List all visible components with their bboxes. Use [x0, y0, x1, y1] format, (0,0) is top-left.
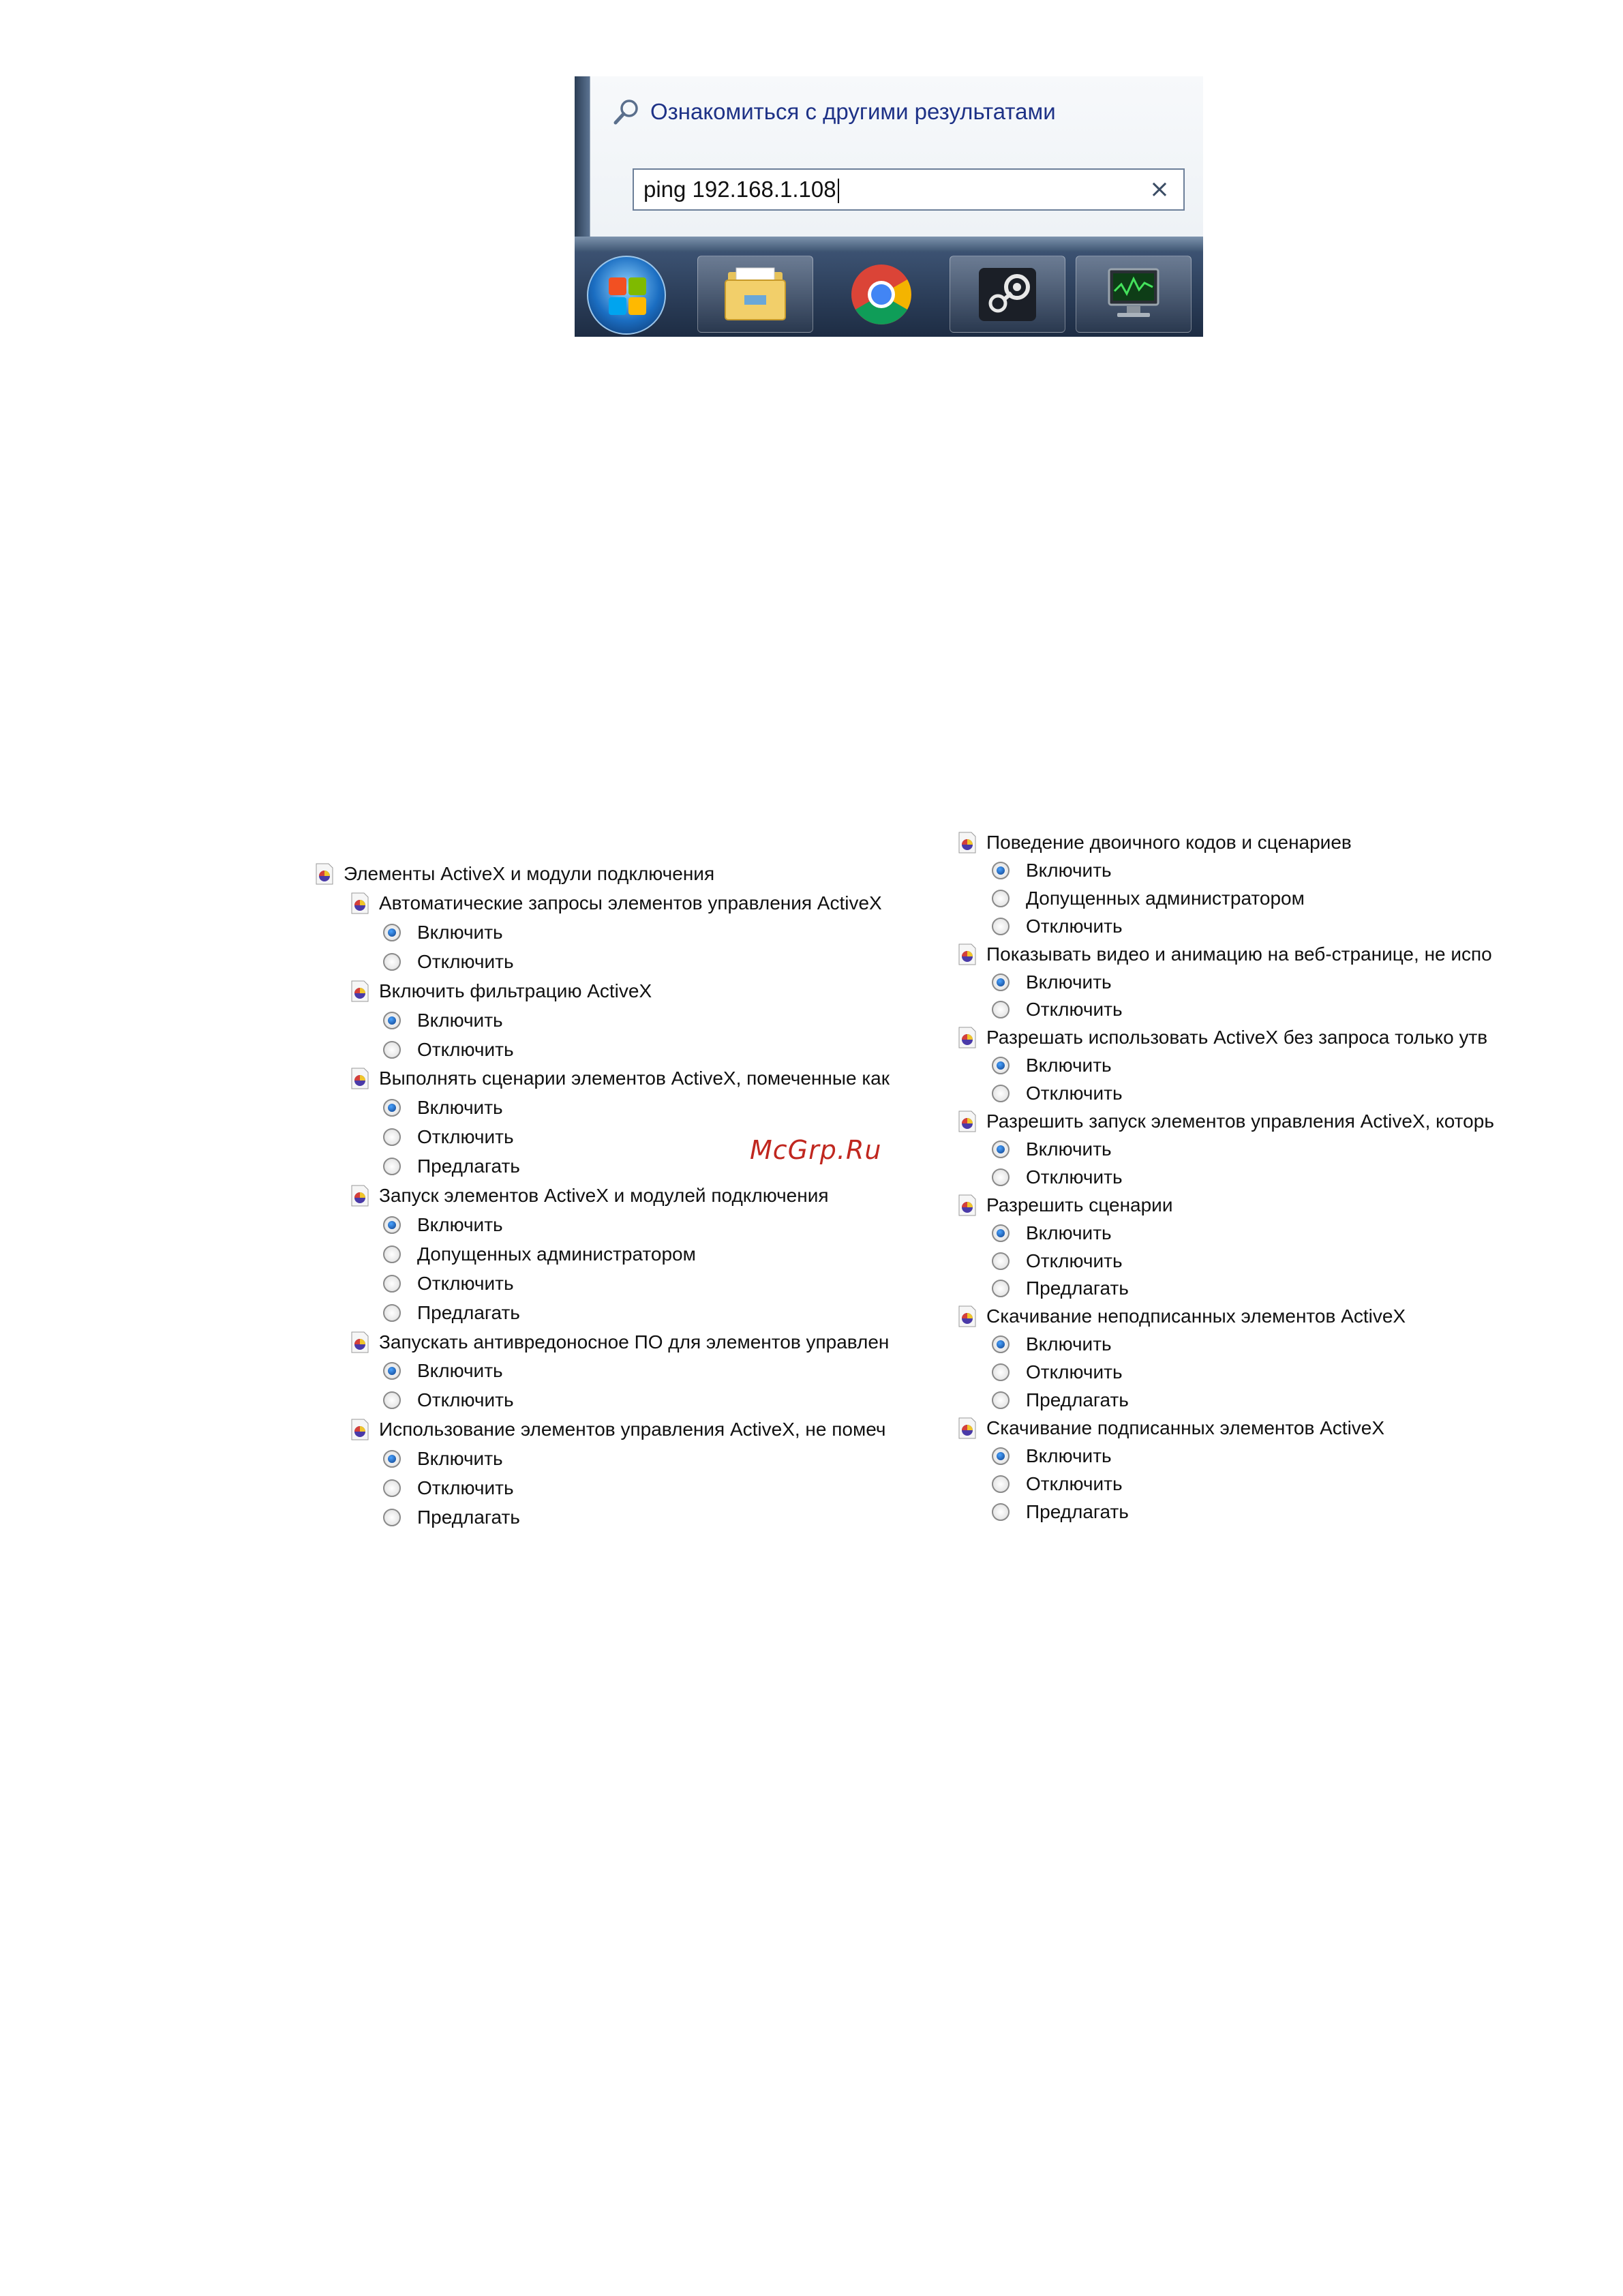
radio-option-label: Включить: [1026, 1445, 1112, 1466]
radio-button[interactable]: [383, 1479, 401, 1497]
setting-title-label: Запуск элементов ActiveX и модулей подключения: [379, 1185, 829, 1206]
radio-option[interactable]: [992, 969, 1112, 996]
shield-doc-icon: [315, 862, 334, 886]
setting-group-title: [958, 1108, 1506, 1135]
radio-button[interactable]: [992, 890, 1010, 907]
radio-option[interactable]: [383, 1036, 514, 1063]
radio-button[interactable]: [992, 1057, 1010, 1074]
radio-button[interactable]: [383, 1509, 401, 1526]
radio-option-label: Включить: [417, 921, 503, 943]
radio-option[interactable]: [383, 1270, 514, 1297]
radio-button[interactable]: [992, 1280, 1010, 1297]
radio-option-label: Отключить: [417, 1272, 514, 1294]
start-menu-frame: [575, 76, 590, 247]
watermark: McGrp.Ru: [750, 1135, 882, 1165]
setting-group-title: [958, 1024, 1506, 1051]
radio-option[interactable]: [383, 1241, 696, 1268]
network-monitor-icon: [1099, 264, 1168, 325]
setting-title-label: Включить фильтрацию ActiveX: [379, 980, 652, 1001]
start-menu-bottom-edge: [575, 237, 1203, 252]
radio-option-label: Допущенных администратором: [417, 1243, 696, 1265]
setting-group-title: [958, 1303, 1506, 1330]
setting-group-title: [350, 1065, 923, 1092]
taskbar-steam-button[interactable]: [950, 256, 1065, 333]
radio-button[interactable]: [383, 1012, 401, 1029]
radio-button[interactable]: [383, 953, 401, 971]
radio-option[interactable]: [992, 1052, 1112, 1079]
radio-button[interactable]: [992, 1475, 1010, 1493]
radio-option[interactable]: [383, 1299, 520, 1327]
radio-option-label: Включить: [1026, 1222, 1112, 1243]
shield-doc-icon: [958, 1110, 977, 1133]
radio-option-label: Предлагать: [1026, 1500, 1129, 1522]
radio-option-label: Отключить: [417, 1126, 514, 1148]
radio-option[interactable]: [383, 1211, 503, 1239]
shield-doc-icon: [958, 1194, 977, 1217]
radio-option-label: Предлагать: [417, 1506, 520, 1528]
setting-title-label: Показывать видео и анимацию на веб-странице, не испо: [986, 943, 1492, 965]
radio-option-label: Предлагать: [417, 1155, 520, 1177]
start-menu-screenshot: [575, 76, 1203, 337]
radio-button[interactable]: [992, 1363, 1010, 1381]
radio-option-label: Включить: [417, 1097, 503, 1119]
setting-group-title: [350, 1182, 923, 1209]
radio-button[interactable]: [383, 1099, 401, 1117]
start-search-input[interactable]: [633, 168, 1185, 211]
start-menu-panel: [590, 76, 1203, 237]
taskbar-explorer-button[interactable]: [697, 256, 813, 333]
setting-title-label: Разрешить запуск элементов управления ActiveX, которь: [986, 1111, 1494, 1132]
setting-group-title: [350, 978, 923, 1005]
radio-option-label: Отключить: [1026, 1361, 1123, 1383]
setting-title-label: Скачивание подписанных элементов ActiveX: [986, 1417, 1385, 1438]
setting-group-title: [958, 1192, 1506, 1219]
radio-option-label: Отключить: [1026, 1166, 1123, 1188]
radio-button[interactable]: [992, 1447, 1010, 1465]
search-icon: [612, 97, 641, 126]
radio-option-label: Отключить: [1026, 1472, 1123, 1494]
radio-option[interactable]: [383, 1094, 503, 1121]
shield-doc-icon: [350, 1418, 369, 1441]
radio-option-label: Включить: [417, 1448, 503, 1470]
windows-start-orb-icon[interactable]: [587, 256, 666, 335]
radio-button[interactable]: [992, 1001, 1010, 1018]
radio-option[interactable]: [992, 1359, 1123, 1386]
radio-option[interactable]: [992, 1498, 1129, 1526]
radio-option[interactable]: [992, 1442, 1112, 1470]
radio-button[interactable]: [383, 1450, 401, 1468]
radio-option[interactable]: [992, 1248, 1123, 1275]
setting-group-title: [958, 941, 1506, 968]
radio-option[interactable]: [383, 1153, 520, 1180]
radio-option-label: Отключить: [417, 950, 514, 972]
radio-button[interactable]: [992, 1503, 1010, 1521]
taskbar-network-button[interactable]: [1076, 256, 1192, 333]
setting-title-label: Запускать антивредоносное ПО для элементов управлен: [379, 1331, 890, 1353]
radio-option[interactable]: [383, 1445, 503, 1472]
setting-title-label: Поведение двоичного кодов и сценариев: [986, 832, 1352, 853]
radio-option[interactable]: [992, 1275, 1129, 1302]
radio-option-label: Отключить: [417, 1038, 514, 1060]
radio-option-label: Включить: [417, 1360, 503, 1382]
tree-root: [315, 860, 714, 888]
radio-option-label: Включить: [1026, 1333, 1112, 1355]
radio-option[interactable]: [383, 1123, 514, 1151]
radio-option-label: Отключить: [417, 1389, 514, 1411]
radio-option[interactable]: [992, 1387, 1129, 1414]
shield-doc-icon: [958, 1026, 977, 1049]
radio-option-label: Предлагать: [1026, 1389, 1129, 1410]
radio-option[interactable]: [383, 1387, 514, 1414]
shield-doc-icon: [350, 1184, 369, 1207]
shield-doc-icon: [350, 980, 369, 1003]
radio-option[interactable]: [992, 857, 1112, 884]
setting-group-title: [958, 829, 1506, 856]
radio-button[interactable]: [992, 1224, 1010, 1242]
setting-title-label: Разрешать использовать ActiveX без запроса только утв: [986, 1027, 1488, 1048]
setting-title-label: Использование элементов управления ActiveX, не помеч: [379, 1419, 886, 1440]
radio-option[interactable]: [992, 1331, 1112, 1358]
radio-button[interactable]: [383, 1216, 401, 1234]
tree-root-label: Элементы ActiveX и модули подключения: [344, 863, 715, 884]
radio-option-label: Включить: [1026, 859, 1112, 881]
setting-title-label: Разрешить сценарии: [986, 1194, 1173, 1215]
radio-option-label: Отключить: [1026, 915, 1123, 937]
radio-option[interactable]: [992, 1470, 1123, 1498]
radio-button[interactable]: [383, 1362, 401, 1380]
steam-icon: [973, 264, 1042, 325]
radio-option-label: Включить: [1026, 1138, 1112, 1160]
see-more-results-link[interactable]: [612, 97, 1056, 127]
radio-option[interactable]: [383, 1475, 514, 1502]
shield-doc-icon: [958, 943, 977, 966]
radio-button[interactable]: [992, 862, 1010, 879]
radio-option[interactable]: [383, 919, 503, 946]
setting-title-label: Автоматические запросы элементов управления ActiveX: [379, 892, 882, 913]
clear-search-icon[interactable]: ×: [1149, 175, 1170, 203]
radio-button[interactable]: [992, 973, 1010, 991]
setting-group-title: [350, 1416, 923, 1443]
radio-option[interactable]: [992, 1164, 1123, 1191]
security-settings-left: [315, 860, 923, 1535]
taskbar: [575, 252, 1203, 337]
shield-doc-icon: [350, 1067, 369, 1090]
shield-doc-icon: [350, 1331, 369, 1354]
shield-doc-icon: [350, 892, 369, 915]
shield-doc-icon: [958, 831, 977, 854]
radio-button[interactable]: [992, 1085, 1010, 1102]
setting-title-label: Скачивание неподписанных элементов ActiveX: [986, 1305, 1406, 1327]
radio-button[interactable]: [992, 918, 1010, 935]
radio-option[interactable]: [992, 885, 1305, 912]
shield-doc-icon: [958, 1417, 977, 1440]
radio-button[interactable]: [383, 1275, 401, 1293]
security-settings-right: [958, 829, 1506, 1531]
radio-option-label: Включить: [1026, 1055, 1112, 1076]
radio-button[interactable]: [383, 1128, 401, 1146]
radio-option[interactable]: [992, 1220, 1112, 1247]
radio-option-label: Предлагать: [417, 1301, 520, 1323]
radio-button[interactable]: [383, 1158, 401, 1175]
radio-option-label: Допущенных администратором: [1026, 887, 1305, 909]
folder-icon: [721, 264, 789, 325]
radio-option[interactable]: [992, 1136, 1112, 1163]
radio-option[interactable]: [383, 948, 514, 976]
radio-option-label: Включить: [417, 1009, 503, 1031]
shield-doc-icon: [958, 1305, 977, 1328]
setting-title-label: Выполнять сценарии элементов ActiveX, помеченные как: [379, 1068, 890, 1089]
chrome-icon: [847, 260, 915, 329]
radio-option[interactable]: [992, 996, 1123, 1023]
radio-option[interactable]: [383, 1357, 503, 1385]
radio-option-label: Включить: [1026, 971, 1112, 993]
see-more-results-label: Ознакомиться с другими результатами: [650, 99, 1056, 124]
radio-button[interactable]: [383, 1245, 401, 1263]
radio-button[interactable]: [383, 1304, 401, 1322]
radio-option-label: Предлагать: [1026, 1278, 1129, 1299]
radio-button[interactable]: [992, 1252, 1010, 1270]
radio-option[interactable]: [992, 1080, 1123, 1107]
radio-option-label: Отключить: [1026, 999, 1123, 1021]
radio-button[interactable]: [992, 1335, 1010, 1353]
radio-option-label: Отключить: [417, 1477, 514, 1498]
setting-group-title: [350, 1329, 923, 1356]
taskbar-chrome-button[interactable]: [823, 256, 939, 333]
radio-option-label: Отключить: [1026, 1083, 1123, 1104]
radio-option-label: Включить: [417, 1213, 503, 1235]
radio-button[interactable]: [383, 1041, 401, 1059]
radio-option[interactable]: [383, 1504, 520, 1531]
radio-option[interactable]: [383, 1007, 503, 1034]
text-caret: [838, 179, 839, 203]
radio-option[interactable]: [992, 913, 1123, 940]
radio-button[interactable]: [992, 1391, 1010, 1409]
radio-button[interactable]: [992, 1141, 1010, 1158]
setting-group-title: [350, 890, 923, 917]
radio-button[interactable]: [992, 1168, 1010, 1186]
radio-button[interactable]: [383, 924, 401, 941]
radio-button[interactable]: [383, 1391, 401, 1409]
search-value: ping 192.168.1.108: [643, 177, 836, 202]
setting-group-title: [958, 1415, 1506, 1442]
radio-option-label: Отключить: [1026, 1250, 1123, 1271]
